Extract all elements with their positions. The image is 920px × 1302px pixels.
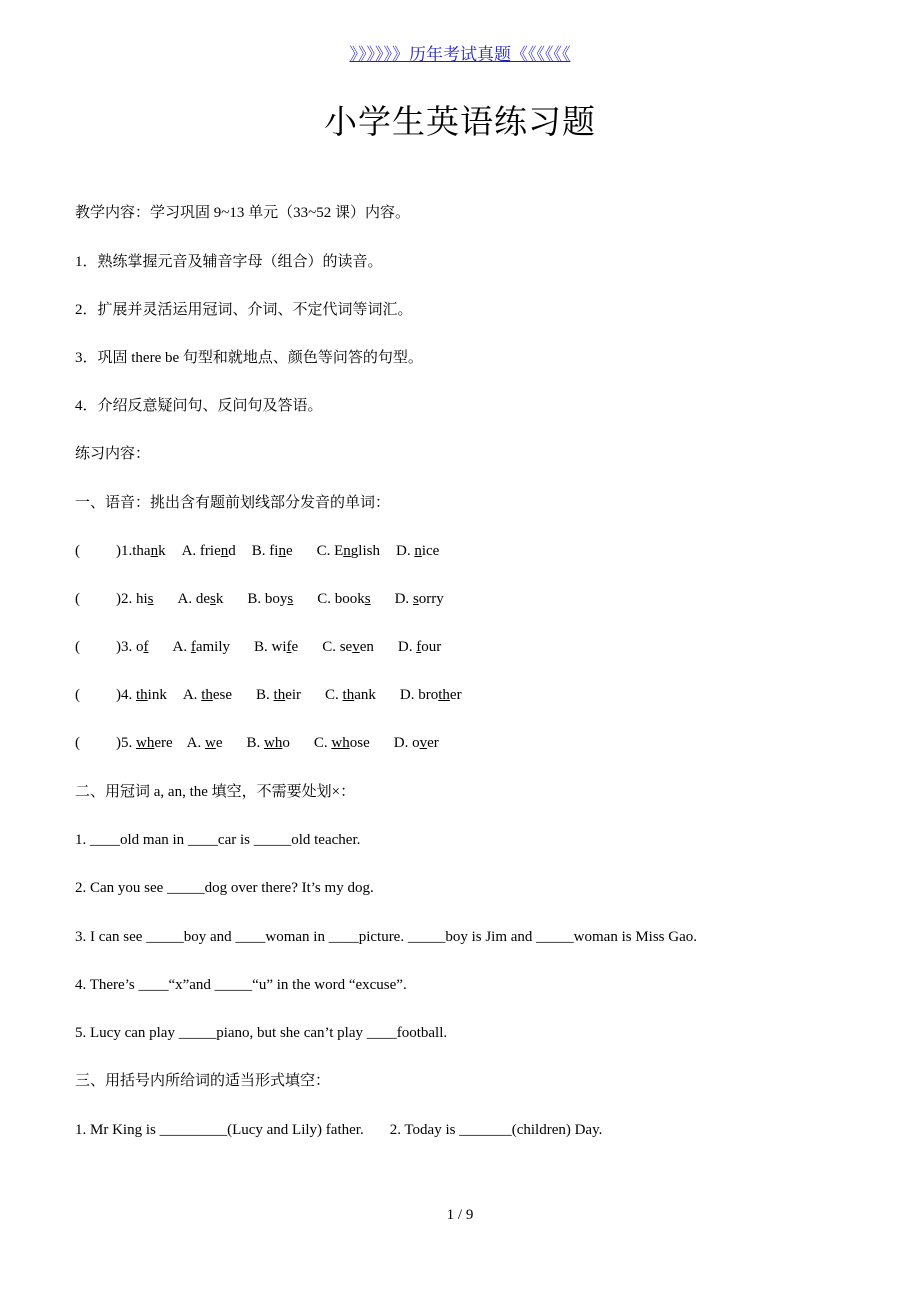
option-a: A. we — [186, 735, 223, 751]
option-a: A. friend — [181, 543, 236, 559]
option-c: C. seven — [322, 639, 374, 655]
question-word: )2. his — [116, 591, 154, 607]
goal-2: 2．扩展并灵活运用冠词、介词、不定代词等词汇。 — [75, 302, 413, 318]
section-2-heading: 二、用冠词 a, an, the 填空，不需要处划×： — [75, 784, 356, 800]
option-b: B. wife — [254, 639, 299, 655]
article-item-2: 2. Can you see _____dog over there? It’s my dog. — [75, 880, 374, 896]
answer-paren: ( — [75, 639, 80, 655]
option-c: C. thank — [325, 687, 376, 703]
word-form-row — [75, 1120, 602, 1140]
phonics-row-1 — [75, 541, 439, 561]
option-a: A. these — [182, 687, 233, 703]
option-d: D. four — [397, 639, 442, 655]
question-word: )5. where — [116, 735, 173, 751]
option-d: D. sorry — [394, 591, 444, 607]
word-form-item-1: 1. Mr King is _________(Lucy and Lily) father. — [75, 1122, 364, 1138]
option-c: C. books — [317, 591, 371, 607]
answer-paren: ( — [75, 591, 80, 607]
article-item-5: 5. Lucy can play _____piano, but she can’t play ____football. — [75, 1025, 448, 1041]
page-number: 1 / 9 — [446, 1207, 474, 1223]
option-b: B. fine — [251, 543, 293, 559]
phonics-row-5 — [75, 733, 439, 753]
question-word: )3. of — [116, 639, 149, 655]
option-b: B. boys — [247, 591, 294, 607]
phonics-row-2 — [75, 589, 444, 609]
option-b: B. who — [246, 735, 290, 751]
practice-label: 练习内容： — [75, 446, 151, 462]
option-d: D. nice — [395, 543, 440, 559]
goal-3: 3．巩固 there be 句型和就地点、颜色等问答的句型。 — [75, 350, 423, 366]
article-item-3: 3. I can see _____boy and ____woman in ____picture. _____boy is Jim and _____woman is Miss Gao. — [75, 929, 698, 945]
option-c: C. English — [316, 543, 380, 559]
option-a: A. family — [172, 639, 231, 655]
option-d: D. over — [393, 735, 439, 751]
article-item-4: 4. There’s ____“x”and _____“u” in the word “excuse”. — [75, 977, 407, 993]
goal-4: 4．介绍反意疑问句、反问句及答语。 — [75, 398, 323, 414]
word-form-item-2: 2. Today is _______(children) Day. — [389, 1122, 603, 1138]
question-word: )1.thank — [116, 543, 166, 559]
answer-paren: ( — [75, 735, 80, 751]
phonics-row-4 — [75, 685, 462, 705]
option-b: B. their — [256, 687, 302, 703]
section-1-heading: 一、语音：挑出含有题前划线部分发音的单词： — [75, 495, 391, 511]
question-word: )4. think — [116, 687, 167, 703]
goal-1: 1．熟练掌握元音及辅音字母（组合）的读音。 — [75, 254, 383, 270]
option-a: A. desk — [177, 591, 224, 607]
document-title: 小学生英语练习题 — [324, 102, 596, 141]
intro-content-line: 教学内容：学习巩固 9~13 单元（33~52 课）内容。 — [75, 205, 410, 221]
answer-paren: ( — [75, 543, 80, 559]
option-d: D. brother — [399, 687, 462, 703]
top-banner-link[interactable]: 》》》》》》历年考试真题《《《《《《 — [349, 45, 571, 64]
article-item-1: 1. ____old man in ____car is _____old teacher. — [75, 832, 361, 848]
answer-paren: ( — [75, 687, 80, 703]
option-c: C. whose — [313, 735, 370, 751]
section-3-heading: 三、用括号内所给词的适当形式填空： — [75, 1073, 331, 1089]
phonics-row-3 — [75, 637, 441, 657]
